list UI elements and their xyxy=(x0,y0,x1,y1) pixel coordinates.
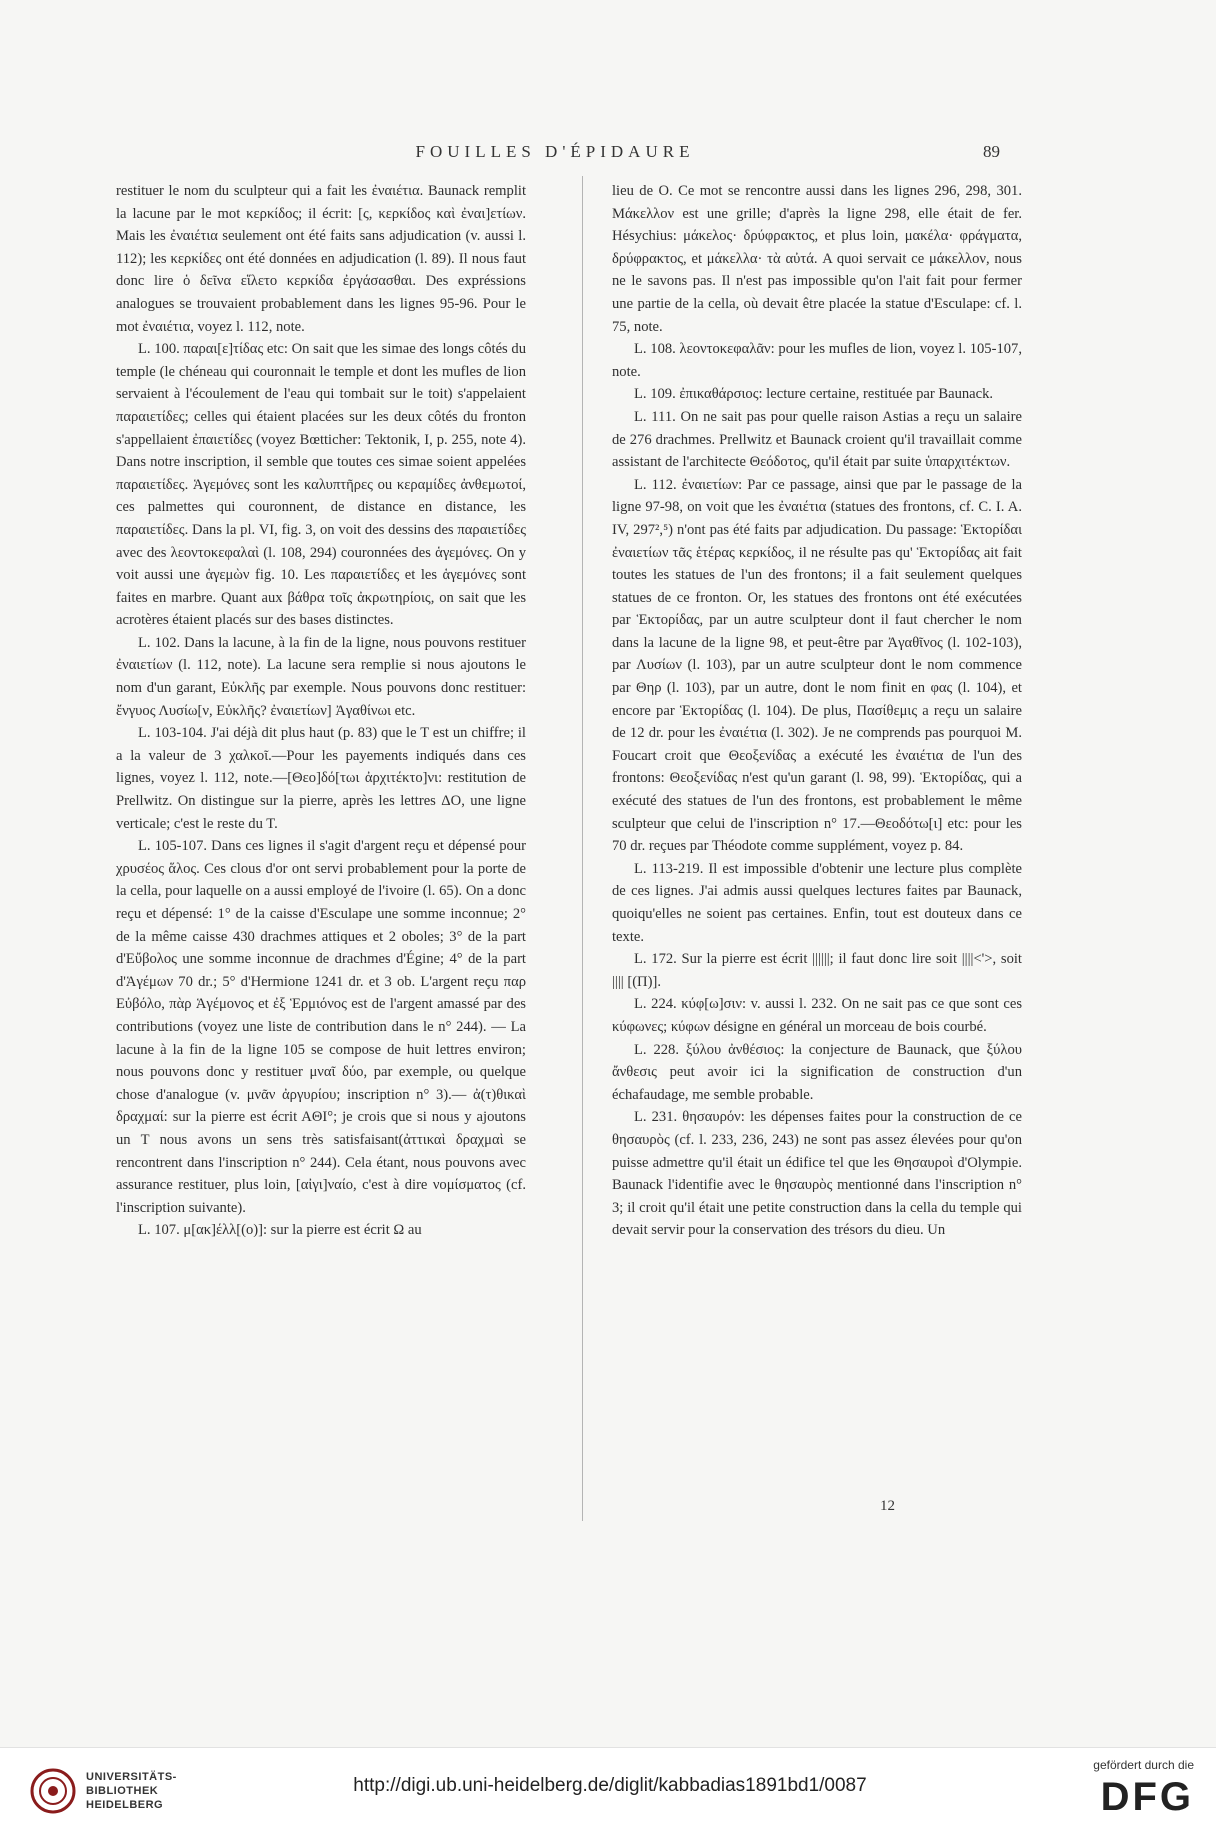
university-name xyxy=(86,1770,177,1812)
university-seal-icon xyxy=(30,1768,76,1814)
right-paragraph: L. 224. κύφ[ω]σιν: v. aussi l. 232. On ne sait pas ce que sont ces κύφωνες; κύφων désigne en général un morceau de bois courbé. xyxy=(612,996,1022,1035)
university-name-line: HEIDELBERG xyxy=(86,1799,164,1811)
right-paragraph: L. 228. ξύλου ἀνθέσιος: la conjecture de Baunack, que ξύλου ἄνθεσις peut avoir ici la signification de construction d'un échafaudage, me semble probable. xyxy=(612,1041,1022,1103)
right-paragraph: L. 112. ἐναιετίων: Par ce passage, ainsi que par le passage de la ligne 97-98, on voit que les ἐναιέτια (statues des frontons, cf. C. I. A. IV, 297²,⁵) n'ont pas été faits par adjudication. Du passage: Ἑκτορίδαι ἐναιετίων τᾶς ἑτέρας κερκίδος, il ne résulte pas qu' Ἑκτορίδας ait fait toutes les statues de l'un des frontons; il a fait seulement quelques statues de ce fronton. Or, les statues des frontons ont été exécutées par Ἑκτορίδας, par un autre sculpteur dont il faut chercher le nom dans la lacune de la ligne 98, et peut-être par Ἀγαθῖνος (l. 102-103), par Λυσίων (l. 103), par un autre sculpteur dont le nom commence par Θηρ (l. 103), par un autre, dont le nom finit en φας (l. 104), et encore par Ἑκτορίδας (l. 104). De plus, Πασίθεμις a reçu un salaire de 12 dr. pour les ἐναιέτια (l. 302). Je ne comprends pas pourquoi M. Foucart croit que Θεοξενίδας a exécuté les ἐναιέτια de l'un des frontons: Θεοξενίδας n'est qu'un garant (l. 98, 99). Ἑκτορίδας, qui a exécuté des statues de l'un des frontons, est probablement le même sculpteur que celui de l'inscription n° 17.—Θεοδότω[ι] etc: pour les 70 dr. reçues par Théodote comme supplément, voyez p. 84. xyxy=(612,476,1022,855)
university-name-line: BIBLIOTHEK xyxy=(86,1785,159,1797)
right-paragraph: L. 108. λεοντοκεφαλᾶν: pour les mufles de lion, voyez l. 105-107, note. xyxy=(612,341,1022,380)
running-head xyxy=(110,142,1000,166)
left-paragraph: L. 107. μ[ακ]έλλ[(ο)]: sur la pierre est écrit Ω au xyxy=(138,1222,422,1239)
left-paragraph: L. 105-107. Dans ces lignes il s'agit d'argent reçu et dépensé pour χρυσέος ἅλος. Ces clous d'or ont servi probablement pour la porte de la cella, pour laquelle on a aussi employé de l'ivoire (l. 65). On a donc reçu et dépensé: 1° de la caisse d'Esculape une somme inconnue; 2° de la même caisse 430 drachmes attiques et 2 oboles; 3° de la part d'Εὔβολος une somme inconnue de drachmes d'Égine; 4° de la part d'Ἁγέμων 70 dr.; 5° d'Hermione 1241 dr. et 3 ob. L'argent reçu παρ Εὐβόλο, πὰρ Ἁγέμονος et ἐξ Ἑρμιόνος est de l'argent amassé par des contributions (voyez une liste de contribution dans le n° 244). — La lacune à la fin de la ligne 105 se compose de huit lettres environ; nous pouvons donc y restituer μναῖ δύο, par exemple, ou quelque chose d'analogue (v. μνᾶν ἀργυρίου; inscription n° 3).— ἀ(τ)θικαὶ δραχμαί: sur la pierre est écrit AΘI°; je crois que si nous y ajoutons un T nous avons un sens très satisfaisant(ἀττικαὶ δραχμαὶ se rencontrent dans l'inscription n° 244). Cela étant, nous pouvons avec assurance restituer, plus loin, [αἰγι]ναίο, c'est à dire νομίσματος (cf. l'inscription suivante). xyxy=(116,838,526,1216)
footer-bar xyxy=(0,1747,1216,1832)
running-title: FOUILLES D'ÉPIDAURE xyxy=(415,142,695,161)
right-paragraph: L. 109. ἐπικαθάρσιος: lecture certaine, restituée par Baunack. xyxy=(634,386,994,403)
column-divider xyxy=(582,176,583,1521)
source-url-link[interactable]: http://digi.ub.uni-heidelberg.de/diglit/kabbadias1891bd1/0087 xyxy=(353,1775,867,1796)
right-paragraph: lieu de O. Ce mot se rencontre aussi dans les lignes 296, 298, 301. Μάκελλον est une grille; d'après la ligne 298, elle était de fer. Hésychius: μάκελος· δρύφρακτος, et plus loin, μακέλα· φράγματα, δρύφρακτος, et μάκελλα· τὰ αὐτά. A quoi servait ce μάκελλον, nous ne le savons pas. Il n'est pas impossible qu'on l'ait fait pour fermer une partie de la cella, où devait être placée la statue d'Esculape: cf. l. 75, note. xyxy=(612,183,1022,335)
left-paragraph: L. 102. Dans la lacune, à la fin de la ligne, nous pouvons restituer ἐναιετίων (l. 112, note). La lacune sera remplie si nous ajoutons le nom d'un garant, Εὐκλῆς par exemple. Nous pouvons donc restituer: ἔνγυος Λυσίω[ν, Εὐκλῆς? ἐναιετίων] Ἀγαθίνωι etc. xyxy=(116,634,526,719)
left-column xyxy=(116,180,526,1242)
left-paragraph: restituer le nom du sculpteur qui a fait les ἐναιέτια. Baunack remplit la lacune par le mot κερκίδος; il écrit: [ς, κερκίδος καὶ ἐναι]ετίων. Mais les ἐναιέτια seulement ont été faits sans adjudication (v. aussi l. 112); les κερκίδες ont été données en adjudication (l. 89). Il nous faut donc lire ὁ δεῖνα εἵλετο κερκίδα ἐργάσασθαι. Des expréssions analogues se trouvaient probablement dans les lignes 95-96. Pour le mot ἐναιέτια, voyez l. 112, note. xyxy=(116,183,526,335)
right-paragraph: L. 231. θησαυρόν: les dépenses faites pour la construction de ce θησαυρὸς (cf. l. 233, 236, 243) ne sont pas assez élevées pour qu'on puisse admettre qu'il était un édifice tel que les Θησαυροὶ d'Olympie. Baunack l'identifie avec le θησαυρὸς mentionné dans l'inscription n° 3; il croit qu'il était une petite construction dans la cella du temple qui devait servir pour la conservation des trésors du dieu. Un xyxy=(612,1109,1022,1239)
funder-block xyxy=(1044,1758,1194,1818)
right-paragraph: L. 111. On ne sait pas pour quelle raison Astias a reçu un salaire de 276 drachmes. Prellwitz et Baunack croient qu'il travaillait comme assistant de l'architecte Θεόδοτος, qu'il était par suite ὑπαρχιτέκτων. xyxy=(612,408,1022,471)
funded-by-label: gefördert durch die xyxy=(1093,1758,1194,1772)
dfg-logo: DFG xyxy=(1100,1775,1194,1819)
right-paragraph: L. 113-219. Il est impossible d'obtenir une lecture plus complète de ces lignes. J'ai admis aussi quelques lectures faites par Baunack, quoiqu'elles ne soient pas certaines. Enfin, tout est douteux dans ce texte. xyxy=(612,860,1022,945)
left-paragraph: L. 100. παραι[ε]τίδας etc: On sait que les simae des longs côtés du temple (le chéneau qui couronnait le temple et dont les mufles de lion servaient à l'écoulement de l'eau qui tombait sur le toit) s'appelaient παραιετίδες; celles qui étaient placées sur les deux côtés du fronton s'appellaient ἐπαιετίδες (voyez Bœtticher: Tektonik, I, p. 255, note 4). Dans notre inscription, il semble que toutes ces simae soient appelées παραιετίδες. Ἁγεμόνες sont les καλυπτῆρες ou κεραμίδες ἀνθεμωτοί, ces palmettes qui couronnent, de distance en distance, les παραιετίδες. Dans la pl. VI, fig. 3, on voit des dessins des παραιετίδες avec des λεοντοκεφαλαὶ (l. 108, 294) couronnées des ἁγεμόνες. On y voit aussi une ἁγεμὼν fig. 10. Les παραιετίδες et les ἁγεμόνες sont faites en marbre. Quant aux βάθρα τοῖς ἀκρωτηρίοις, on sait que les acrotères étaient placés sur des bases distinctes. xyxy=(116,341,526,629)
page-number: 89 xyxy=(983,142,1000,161)
right-column xyxy=(612,180,1022,1242)
right-paragraph: L. 172. Sur la pierre est écrit ||||||; il faut donc lire soit ||||<'>, soit |||| [(Π)]. xyxy=(612,951,1022,990)
signature-mark: 12 xyxy=(880,1498,895,1514)
university-name-line: UNIVERSITÄTS- xyxy=(86,1771,177,1783)
left-paragraph: L. 103-104. J'ai déjà dit plus haut (p. 83) que le T est un chiffre; il a la valeur de 3 χαλκοῖ.—Pour les payements indiqués dans ces lignes, voyez l. 112, note.—[Θεο]δό[τωι ἀρχιτέκτο]νι: restitution de Prellwitz. On distingue sur la pierre, après les lettres ΔO, une ligne verticale; c'est le reste du T. xyxy=(116,725,526,832)
